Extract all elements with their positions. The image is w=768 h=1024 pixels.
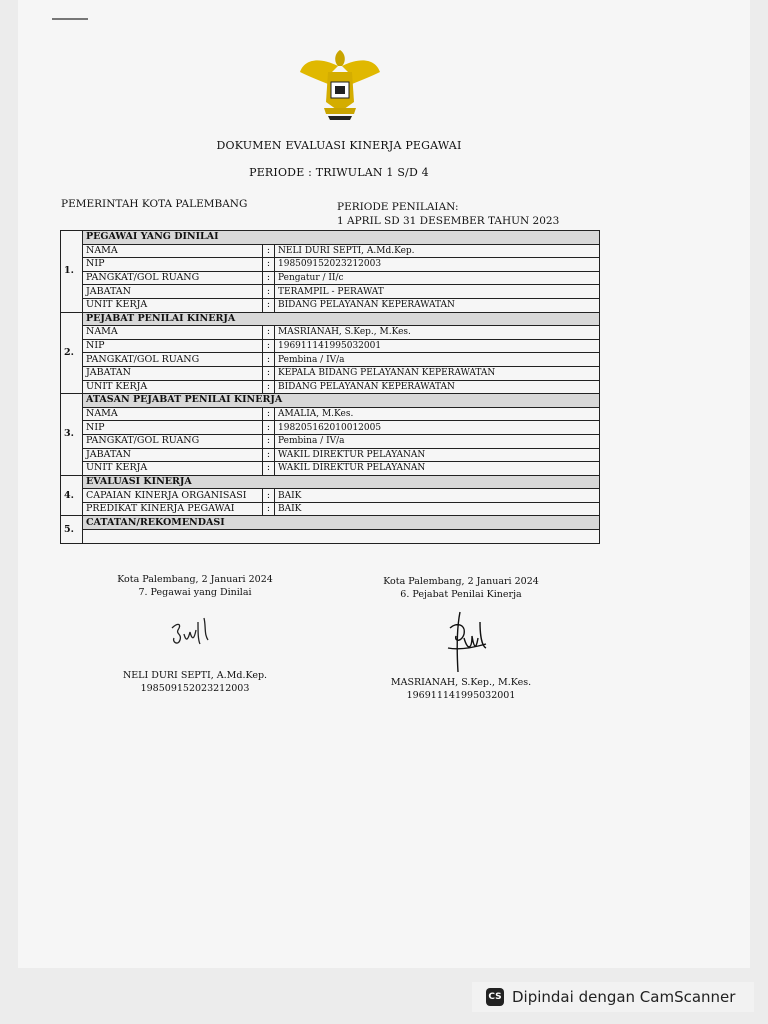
period-line: PERIODE : TRIWULAN 1 S/D 4 (249, 166, 429, 179)
field-label: NAMA (83, 244, 263, 258)
field-label: JABATAN (83, 285, 263, 299)
field-separator: : (263, 285, 275, 299)
field-label: PANGKAT/GOL RUANG (83, 271, 263, 285)
field-separator: : (263, 244, 275, 258)
field-label: NAMA (83, 326, 263, 340)
field-separator: : (263, 407, 275, 421)
field-label: CAPAIAN KINERJA ORGANISASI (83, 489, 263, 503)
field-label: UNIT KERJA (83, 462, 263, 476)
field-value: WAKIL DIREKTUR PELAYANAN (275, 448, 600, 462)
table-row (61, 448, 600, 462)
signature-identity-employee (100, 669, 290, 695)
signature-block-employee (100, 573, 290, 599)
field-label: UNIT KERJA (83, 380, 263, 394)
section-header-row (61, 475, 600, 489)
field-separator: : (263, 298, 275, 312)
table-row (61, 258, 600, 272)
field-label: UNIT KERJA (83, 298, 263, 312)
organization-name: PEMERINTAH KOTA PALEMBANG (61, 198, 248, 210)
table-row (61, 462, 600, 476)
signature-block-assessor (366, 575, 556, 601)
field-value: BIDANG PELAYANAN KEPERAWATAN (275, 380, 600, 394)
field-separator: : (263, 462, 275, 476)
section-title: PEJABAT PENILAI KINERJA (83, 312, 600, 326)
empty-notes-row (61, 530, 600, 544)
field-value: 198205162010012005 (275, 421, 600, 435)
field-separator: : (263, 502, 275, 516)
field-label: NIP (83, 421, 263, 435)
field-label: JABATAN (83, 448, 263, 462)
signature-place-date: Kota Palembang, 2 Januari 2024 (117, 574, 273, 585)
section-number: 3. (61, 394, 83, 476)
table-row (61, 421, 600, 435)
field-separator: : (263, 326, 275, 340)
field-value: Pembina / IV/a (275, 434, 600, 448)
field-label: PREDIKAT KINERJA PEGAWAI (83, 502, 263, 516)
section-number: 2. (61, 312, 83, 394)
section-title: EVALUASI KINERJA (83, 475, 600, 489)
field-separator: : (263, 448, 275, 462)
signer-nip: 198509152023212003 (140, 683, 250, 694)
section-title: PEGAWAI YANG DINILAI (83, 231, 600, 245)
assessment-period (337, 200, 559, 228)
field-separator: : (263, 366, 275, 380)
assessor-signature-icon (442, 608, 492, 674)
table-row (61, 326, 600, 340)
section-number: 4. (61, 475, 83, 516)
camscanner-badge (472, 982, 754, 1012)
signer-name: NELI DURI SEPTI, A.Md.Kep. (122, 670, 268, 681)
signature-role: 7. Pegawai yang Dinilai (138, 587, 252, 598)
field-separator: : (263, 353, 275, 367)
section-title: CATATAN/REKOMENDASI (83, 516, 600, 530)
field-value: BAIK (275, 502, 600, 516)
field-value: WAKIL DIREKTUR PELAYANAN (275, 462, 600, 476)
table-row (61, 298, 600, 312)
table-row (61, 434, 600, 448)
section-header-row (61, 516, 600, 530)
camscanner-logo-icon: CS (486, 988, 504, 1006)
field-separator: : (263, 380, 275, 394)
table-row (61, 502, 600, 516)
table-row (61, 407, 600, 421)
field-label: PANGKAT/GOL RUANG (83, 434, 263, 448)
section-header-row (61, 231, 600, 245)
field-value: 198509152023212003 (275, 258, 600, 272)
field-value: Pengatur / II/c (275, 271, 600, 285)
evaluation-table (60, 230, 600, 544)
field-separator: : (263, 421, 275, 435)
section-title: ATASAN PEJABAT PENILAI KINERJA (83, 394, 600, 408)
field-label: NIP (83, 258, 263, 272)
section-number: 1. (61, 231, 83, 313)
garuda-emblem-icon (298, 42, 382, 126)
field-separator: : (263, 434, 275, 448)
field-value: NELI DURI SEPTI, A.Md.Kep. (275, 244, 600, 258)
table-row (61, 271, 600, 285)
document-title: DOKUMEN EVALUASI KINERJA PEGAWAI (216, 139, 462, 152)
field-value: MASRIANAH, S.Kep., M.Kes. (275, 326, 600, 340)
field-value: KEPALA BIDANG PELAYANAN KEPERAWATAN (275, 366, 600, 380)
notes-cell (83, 530, 600, 544)
field-value: Pembina / IV/a (275, 353, 600, 367)
field-value: TERAMPIL - PERAWAT (275, 285, 600, 299)
field-separator: : (263, 489, 275, 503)
field-separator: : (263, 339, 275, 353)
table-row (61, 353, 600, 367)
assessment-period-value: 1 APRIL SD 31 DESEMBER TAHUN 2023 (337, 215, 560, 227)
employee-signature-icon (168, 612, 216, 654)
table-row (61, 489, 600, 503)
field-value: BAIK (275, 489, 600, 503)
field-separator: : (263, 271, 275, 285)
camscanner-label: Dipindai dengan CamScanner (512, 988, 736, 1006)
field-label: NIP (83, 339, 263, 353)
field-label: JABATAN (83, 366, 263, 380)
table-row (61, 366, 600, 380)
assessment-period-label: PERIODE PENILAIAN: (337, 201, 459, 213)
scan-mark (52, 18, 88, 20)
field-value: BIDANG PELAYANAN KEPERAWATAN (275, 298, 600, 312)
signer-nip: 196911141995032001 (406, 690, 516, 701)
signature-place-date: Kota Palembang, 2 Januari 2024 (383, 576, 539, 587)
section-number: 5. (61, 516, 83, 543)
table-row (61, 244, 600, 258)
field-value: AMALIA, M.Kes. (275, 407, 600, 421)
field-separator: : (263, 258, 275, 272)
signature-role: 6. Pejabat Penilai Kinerja (400, 589, 522, 600)
section-header-row (61, 394, 600, 408)
field-label: NAMA (83, 407, 263, 421)
field-value: 196911141995032001 (275, 339, 600, 353)
field-label: PANGKAT/GOL RUANG (83, 353, 263, 367)
section-header-row (61, 312, 600, 326)
signature-identity-assessor (366, 676, 556, 702)
table-row (61, 285, 600, 299)
signer-name: MASRIANAH, S.Kep., M.Kes. (390, 677, 532, 688)
table-row (61, 380, 600, 394)
table-row (61, 339, 600, 353)
